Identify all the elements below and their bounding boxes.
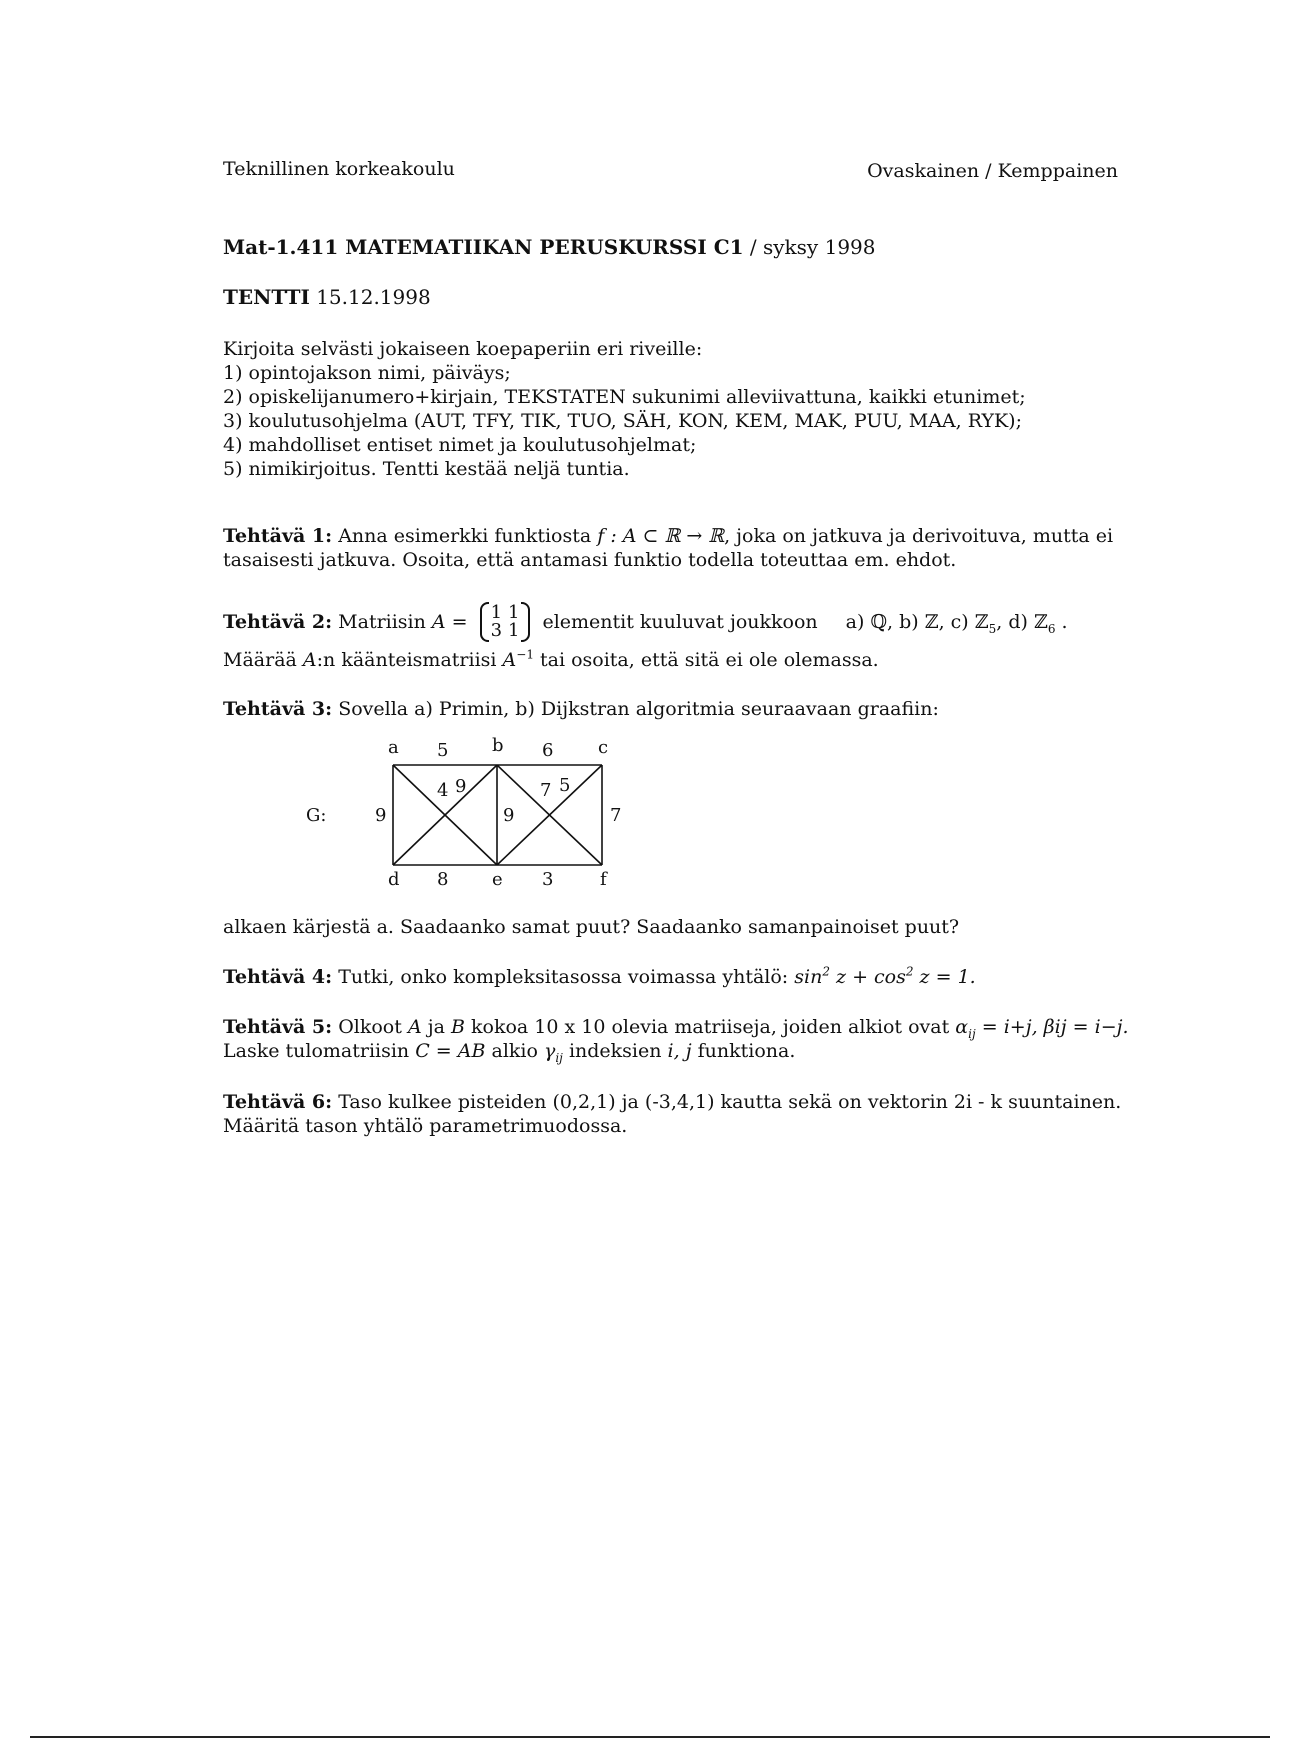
task-5-gamma bbox=[543, 1040, 563, 1065]
task-1-text: , joka on jatkuva ja derivoituva, mutta ei bbox=[724, 525, 1114, 547]
task-6-text: Taso kulkee pisteiden (0,2,1) ja (-3,4,1) kautta sekä on vektorin 2i - k suuntainen. bbox=[338, 1091, 1122, 1113]
task-6 bbox=[223, 1090, 1121, 1138]
task-5-formula bbox=[955, 1016, 1129, 1041]
institution-name: Teknillinen korkeakoulu bbox=[223, 158, 455, 180]
subscript: 6 bbox=[1047, 621, 1056, 636]
task-2-label: Tehtävä 2: bbox=[223, 611, 333, 633]
task-5-text: alkio bbox=[491, 1040, 538, 1062]
task-1-text: Anna esimerkki funktiosta bbox=[338, 525, 592, 547]
instruction-item: 2) opiskelijanumero+kirjain, TEKSTATEN sukunimi alleviivattuna, kaikki etunimet; bbox=[223, 386, 1026, 408]
task-2-options bbox=[846, 610, 1068, 634]
task-1-label: Tehtävä 1: bbox=[223, 525, 333, 547]
vertex-a: a bbox=[388, 737, 399, 758]
task-4-text: Tutki, onko kompleksitasossa voimassa yhtälö: bbox=[338, 966, 789, 988]
weight-ef: 3 bbox=[542, 869, 554, 890]
task-3 bbox=[223, 697, 939, 721]
weight-be: 9 bbox=[503, 805, 515, 826]
superscript: 2 bbox=[905, 964, 914, 979]
weight-de: 8 bbox=[437, 869, 449, 890]
weight-bf: 7 bbox=[540, 780, 552, 801]
task-5-var: A bbox=[407, 1016, 422, 1038]
task-2-var: A bbox=[302, 649, 317, 671]
task-5-math: C = AB bbox=[415, 1040, 486, 1062]
graph-name: G: bbox=[306, 805, 327, 826]
weight-bc: 6 bbox=[542, 740, 554, 761]
superscript: −1 bbox=[516, 647, 534, 662]
subscript: 5 bbox=[988, 621, 997, 636]
exam-heading bbox=[223, 285, 431, 309]
weight-ae: 4 bbox=[437, 780, 449, 801]
task-4 bbox=[223, 965, 976, 989]
task-5-text: Laske tulomatriisin bbox=[223, 1040, 410, 1062]
vertex-b: b bbox=[492, 735, 504, 756]
author-names: Ovaskainen / Kemppainen bbox=[867, 160, 1118, 182]
task-2-end: . bbox=[1061, 611, 1068, 633]
instruction-item: 1) opintojakson nimi, päiväys; bbox=[223, 362, 511, 384]
matrix-cell: 1 bbox=[508, 602, 520, 623]
formula-part: α bbox=[955, 1016, 969, 1038]
weight-ab: 5 bbox=[437, 740, 449, 761]
matrix-cell: 3 bbox=[490, 620, 503, 641]
matrix-cell: 1 bbox=[508, 620, 520, 641]
task-2-text: elementit kuuluvat joukkoon bbox=[542, 611, 818, 633]
task-2-var: A bbox=[502, 649, 517, 671]
task-4-formula bbox=[794, 966, 975, 988]
matrix-name: A = bbox=[431, 611, 468, 633]
subscript: ij bbox=[968, 1026, 976, 1041]
bottom-rule bbox=[30, 1736, 1270, 1738]
exam-label: TENTTI bbox=[223, 285, 310, 309]
instructions-block bbox=[223, 337, 1026, 481]
task-3-text: Sovella a) Primin, b) Dijkstran algoritmia seuraavaan graafiin: bbox=[338, 698, 939, 720]
vertex-d: d bbox=[388, 869, 400, 890]
formula-part: sin bbox=[794, 966, 823, 988]
task-2-text: Määrää bbox=[223, 649, 297, 671]
task-5-text: ja bbox=[427, 1016, 445, 1038]
subscript: ij bbox=[555, 1050, 563, 1065]
task-1-text-line2: tasaisesti jatkuva. Osoita, että antamasi funktio todella toteuttaa em. ehdot. bbox=[223, 549, 957, 571]
task-2-text: :n käänteismatriisi bbox=[316, 649, 497, 671]
task-5-math: i, j bbox=[667, 1040, 692, 1062]
task-5-text: Olkoot bbox=[338, 1016, 402, 1038]
task-3-label: Tehtävä 3: bbox=[223, 698, 333, 720]
task-5-text: kokoa 10 x 10 olevia matriiseja, joiden alkiot ovat bbox=[471, 1016, 950, 1038]
superscript: 2 bbox=[822, 964, 830, 979]
exam-date: 15.12.1998 bbox=[316, 285, 431, 309]
formula-part: z + cos bbox=[829, 966, 906, 988]
task-1 bbox=[223, 524, 1113, 572]
course-title bbox=[223, 235, 876, 259]
task-5-label: Tehtävä 5: bbox=[223, 1016, 333, 1038]
matrix-a bbox=[480, 604, 531, 640]
task-1-math: f : A ⊂ ℝ → ℝ bbox=[597, 525, 725, 547]
task-5-text: funktiona. bbox=[697, 1040, 796, 1062]
task-2-text: Matriisin bbox=[338, 611, 426, 633]
weight-ce: 5 bbox=[559, 775, 571, 796]
formula-part: z = 1. bbox=[913, 966, 976, 988]
instruction-item: 3) koulutusohjelma (AUT, TFY, TIK, TUO, SÄH, KON, KEM, MAK, PUU, MAA, RYK); bbox=[223, 410, 1022, 432]
weight-ad: 9 bbox=[375, 805, 387, 826]
task-6-label: Tehtävä 6: bbox=[223, 1091, 333, 1113]
weight-bd: 9 bbox=[455, 776, 467, 797]
task-5-text: indeksien bbox=[568, 1040, 662, 1062]
vertex-e: e bbox=[492, 869, 503, 890]
formula-part: γ bbox=[543, 1040, 556, 1062]
graph-g bbox=[300, 735, 640, 895]
task-2-option-text: , d) ℤ bbox=[996, 611, 1048, 633]
instruction-item: 5) nimikirjoitus. Tentti kestää neljä tuntia. bbox=[223, 458, 630, 480]
formula-part: = i+j, βij = i−j. bbox=[975, 1016, 1129, 1038]
instructions-intro: Kirjoita selvästi jokaiseen koepaperiin eri riveille: bbox=[223, 338, 703, 360]
vertex-f: f bbox=[600, 869, 607, 890]
task-3-after: alkaen kärjestä a. Saadaanko samat puut? Saadaanko samanpainoiset puut? bbox=[223, 916, 960, 938]
course-code-title: Mat-1.411 MATEMATIIKAN PERUSKURSSI C1 bbox=[223, 235, 744, 259]
task-2 bbox=[223, 600, 1068, 672]
task-2-option-text: a) ℚ, b) ℤ, c) ℤ bbox=[845, 611, 989, 633]
task-5-var: B bbox=[450, 1016, 465, 1038]
task-4-label: Tehtävä 4: bbox=[223, 966, 333, 988]
instruction-item: 4) mahdolliset entiset nimet ja koulutusohjelmat; bbox=[223, 434, 697, 456]
matrix-cell: 1 bbox=[490, 602, 503, 623]
weight-cf: 7 bbox=[610, 805, 622, 826]
vertex-c: c bbox=[598, 737, 609, 758]
task-6-text-line2: Määritä tason yhtälö parametrimuodossa. bbox=[223, 1115, 628, 1137]
course-term: / syksy 1998 bbox=[749, 235, 876, 259]
task-5 bbox=[223, 1015, 1129, 1063]
task-2-text: tai osoita, että sitä ei ole olemassa. bbox=[540, 649, 879, 671]
